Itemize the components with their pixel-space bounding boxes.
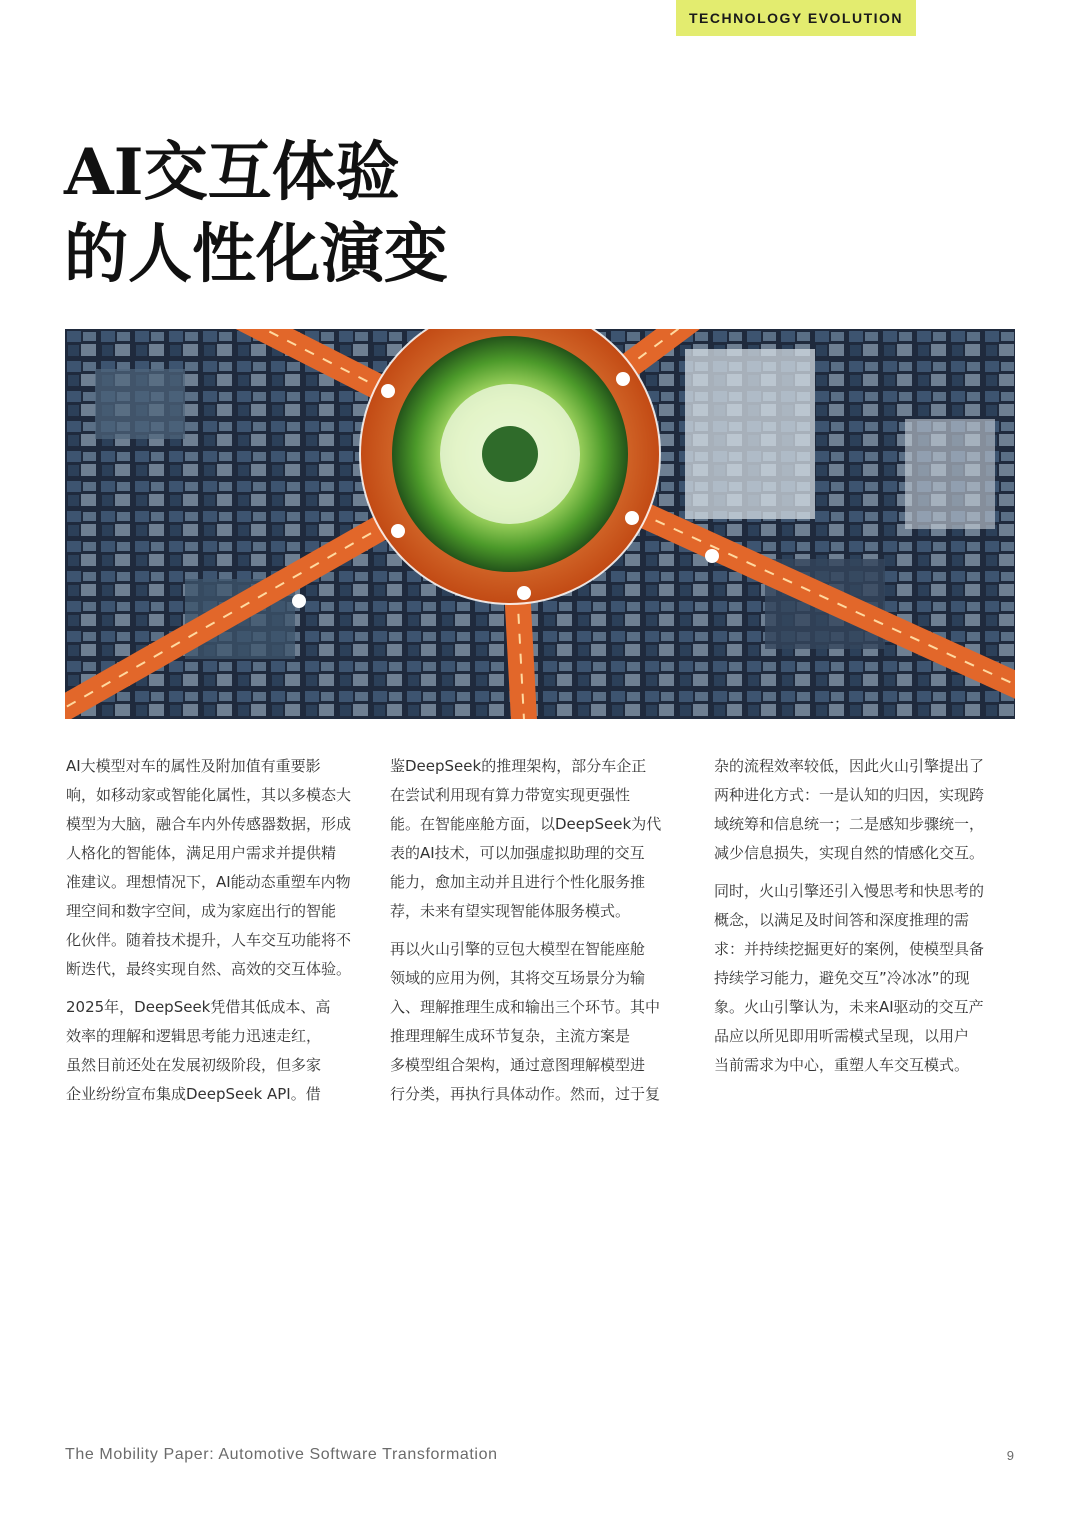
hero-image [65,329,1015,719]
page-title [64,132,448,296]
page-number: 9 [1006,1448,1014,1463]
paragraph: AI大模型对车的属性及附加值有重要影 响，如移动家或智能化属性，其以多模态大 模型为大脑，融合车内外传感器数据，形成 人格化的智能体，满足用户需求并提供精 准建议。理想情况下，AI能动态重塑车内物 理空间和数字空间，成为家庭出行的智能 化伙伴。随着技术提升，人车交互功能将不 断迭代，最终实现自然、高效的交互体验。 [66,757,352,978]
paragraph: 鉴DeepSeek的推理架构，部分车企正 在尝试利用现有算力带宽实现更强性 能。在智能座舱方面，以DeepSeek为代 表的AI技术，可以加强虚拟助理的交互 能力，愈加主动并且进行个性化服务推 荐，未来有望实现智能体服务模式。 [390,757,662,920]
paragraph: 再以火山引擎的豆包大模型在智能座舱 领域的应用为例，其将交互场景分为输 入、理解推理生成和输出三个环节。其中 推理理解生成环节复杂，主流方案是 多模型组合架构，通过意图理解模型进 行分类，再执行具体动作。然而，过于复 [390,940,661,1103]
text-column-1 [66,752,368,1118]
paragraph: 杂的流程效率较低，因此火山引擎提出了 两种进化方式：一是认知的归因，实现跨 域统筹和信息统一；二是感知步骤统一， 减少信息损失，实现自然的情感化交互。 [714,757,985,862]
text-column-3 [714,752,1016,1089]
text-column-2 [390,752,692,1118]
footer-publication-title: The Mobility Paper: Automotive Software Transformation [65,1446,498,1463]
title-line: 的人性化演变 [64,217,448,292]
title-line: AI交互体验 [64,135,400,210]
paragraph: 同时，火山引擎还引入慢思考和快思考的 概念，以满足及时间答和深度推理的需 求：并持续挖掘更好的案例，使模型具备 持续学习能力，避免交互”冷冰冰”的现 象。火山引擎认为，未来AI驱动的交互产 品应以所见即用听需模式呈现，以用户 当前需求为中心，重塑人车交互模式。 [714,882,985,1074]
section-tag: TECHNOLOGY EVOLUTION [676,0,916,36]
paragraph: 2025年，DeepSeek凭借其低成本、高 效率的理解和逻辑思考能力迅速走红， 虽然目前还处在发展初级阶段，但多家 企业纷纷宣布集成DeepSeek API。借 [66,998,331,1103]
